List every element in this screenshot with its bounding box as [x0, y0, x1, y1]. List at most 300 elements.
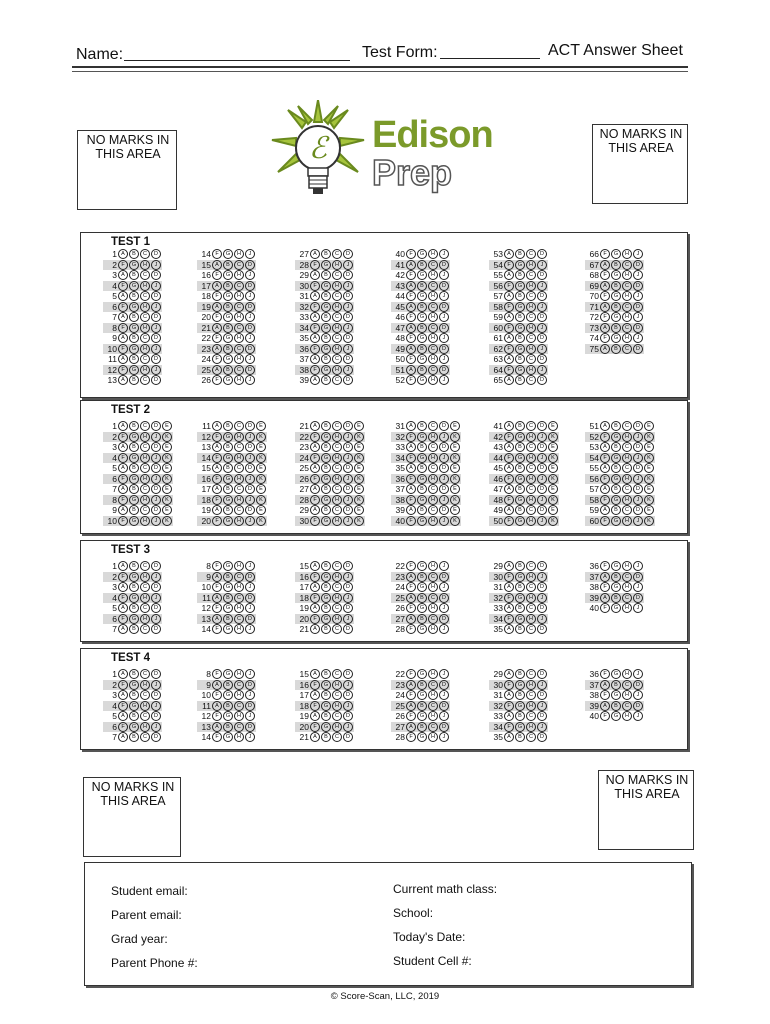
answer-bubble[interactable]: J [151, 701, 161, 711]
answer-bubble[interactable]: B [515, 375, 525, 385]
answer-bubble[interactable]: C [140, 505, 150, 515]
answer-bubble[interactable]: H [332, 572, 342, 582]
answer-bubble[interactable]: D [343, 270, 353, 280]
answer-bubble[interactable]: J [439, 333, 449, 343]
answer-bubble[interactable]: A [406, 593, 416, 603]
answer-bubble[interactable]: H [332, 344, 342, 354]
answer-bubble[interactable]: J [151, 614, 161, 624]
answer-bubble[interactable]: F [600, 312, 610, 322]
answer-bubble[interactable]: J [151, 495, 161, 505]
answer-bubble[interactable]: H [526, 593, 536, 603]
answer-bubble[interactable]: J [537, 572, 547, 582]
answer-bubble[interactable]: F [118, 365, 128, 375]
answer-bubble[interactable]: D [151, 333, 161, 343]
answer-bubble[interactable]: A [212, 463, 222, 473]
answer-bubble[interactable]: K [548, 432, 558, 442]
answer-bubble[interactable]: D [151, 421, 161, 431]
answer-bubble[interactable]: D [537, 669, 547, 679]
answer-bubble[interactable]: B [417, 344, 427, 354]
answer-bubble[interactable]: B [223, 505, 233, 515]
answer-bubble[interactable]: F [212, 291, 222, 301]
answer-bubble[interactable]: D [537, 561, 547, 571]
answer-bubble[interactable]: K [354, 432, 364, 442]
answer-bubble[interactable]: E [256, 421, 266, 431]
answer-bubble[interactable]: B [611, 572, 621, 582]
answer-bubble[interactable]: B [321, 270, 331, 280]
answer-bubble[interactable]: B [223, 572, 233, 582]
answer-bubble[interactable]: B [129, 442, 139, 452]
answer-bubble[interactable]: H [526, 495, 536, 505]
answer-bubble[interactable]: H [140, 281, 150, 291]
answer-bubble[interactable]: B [611, 323, 621, 333]
answer-bubble[interactable]: B [515, 291, 525, 301]
answer-bubble[interactable]: B [223, 365, 233, 375]
answer-bubble[interactable]: G [611, 561, 621, 571]
answer-bubble[interactable]: H [140, 516, 150, 526]
answer-bubble[interactable]: D [537, 732, 547, 742]
answer-bubble[interactable]: B [321, 375, 331, 385]
answer-bubble[interactable]: G [223, 249, 233, 259]
answer-bubble[interactable]: D [151, 624, 161, 634]
answer-bubble[interactable]: G [515, 572, 525, 582]
answer-bubble[interactable]: C [332, 421, 342, 431]
answer-bubble[interactable]: D [537, 711, 547, 721]
answer-bubble[interactable]: J [245, 249, 255, 259]
answer-bubble[interactable]: J [537, 344, 547, 354]
answer-bubble[interactable]: D [245, 365, 255, 375]
answer-bubble[interactable]: A [504, 690, 514, 700]
answer-bubble[interactable]: J [151, 453, 161, 463]
answer-bubble[interactable]: A [310, 711, 320, 721]
answer-bubble[interactable]: K [256, 474, 266, 484]
answer-bubble[interactable]: H [622, 711, 632, 721]
answer-bubble[interactable]: C [140, 603, 150, 613]
answer-bubble[interactable]: A [212, 442, 222, 452]
answer-bubble[interactable]: G [129, 260, 139, 270]
answer-bubble[interactable]: A [310, 270, 320, 280]
answer-bubble[interactable]: H [234, 669, 244, 679]
answer-bubble[interactable]: H [234, 690, 244, 700]
answer-bubble[interactable]: A [406, 344, 416, 354]
answer-bubble[interactable]: G [129, 722, 139, 732]
answer-bubble[interactable]: D [151, 375, 161, 385]
answer-bubble[interactable]: F [504, 432, 514, 442]
answer-bubble[interactable]: H [140, 474, 150, 484]
answer-bubble[interactable]: G [515, 680, 525, 690]
answer-bubble[interactable]: H [526, 701, 536, 711]
answer-bubble[interactable]: G [223, 354, 233, 364]
answer-bubble[interactable]: B [611, 302, 621, 312]
answer-bubble[interactable]: D [537, 270, 547, 280]
answer-bubble[interactable]: G [321, 495, 331, 505]
answer-bubble[interactable]: D [245, 572, 255, 582]
answer-bubble[interactable]: D [151, 463, 161, 473]
answer-bubble[interactable]: B [129, 249, 139, 259]
answer-bubble[interactable]: J [439, 582, 449, 592]
answer-bubble[interactable]: D [343, 624, 353, 634]
answer-bubble[interactable]: J [151, 365, 161, 375]
answer-bubble[interactable]: D [245, 484, 255, 494]
answer-bubble[interactable]: B [223, 281, 233, 291]
answer-bubble[interactable]: B [129, 354, 139, 364]
answer-bubble[interactable]: D [439, 722, 449, 732]
answer-bubble[interactable]: A [310, 442, 320, 452]
answer-bubble[interactable]: C [526, 442, 536, 452]
answer-bubble[interactable]: G [223, 333, 233, 343]
answer-bubble[interactable]: J [537, 432, 547, 442]
answer-bubble[interactable]: C [622, 680, 632, 690]
answer-bubble[interactable]: C [526, 249, 536, 259]
answer-bubble[interactable]: J [633, 561, 643, 571]
answer-bubble[interactable]: B [223, 722, 233, 732]
answer-bubble[interactable]: C [526, 603, 536, 613]
answer-bubble[interactable]: H [234, 732, 244, 742]
answer-bubble[interactable]: G [223, 270, 233, 280]
answer-bubble[interactable]: G [515, 516, 525, 526]
answer-bubble[interactable]: G [223, 312, 233, 322]
answer-bubble[interactable]: H [622, 432, 632, 442]
answer-bubble[interactable]: F [504, 323, 514, 333]
answer-bubble[interactable]: D [537, 484, 547, 494]
answer-bubble[interactable]: B [129, 291, 139, 301]
answer-bubble[interactable]: H [234, 270, 244, 280]
answer-bubble[interactable]: A [504, 484, 514, 494]
answer-bubble[interactable]: D [151, 582, 161, 592]
answer-bubble[interactable]: D [439, 442, 449, 452]
answer-bubble[interactable]: B [321, 291, 331, 301]
answer-bubble[interactable]: E [256, 442, 266, 452]
answer-bubble[interactable]: F [406, 354, 416, 364]
answer-bubble[interactable]: D [439, 701, 449, 711]
answer-bubble[interactable]: G [611, 291, 621, 301]
answer-bubble[interactable]: C [332, 505, 342, 515]
answer-bubble[interactable]: A [118, 463, 128, 473]
answer-bubble[interactable]: C [332, 312, 342, 322]
answer-bubble[interactable]: D [439, 344, 449, 354]
answer-bubble[interactable]: K [644, 453, 654, 463]
answer-bubble[interactable]: G [129, 593, 139, 603]
answer-bubble[interactable]: F [118, 680, 128, 690]
answer-bubble[interactable]: G [129, 516, 139, 526]
answer-bubble[interactable]: B [321, 582, 331, 592]
answer-bubble[interactable]: J [439, 453, 449, 463]
answer-bubble[interactable]: G [417, 249, 427, 259]
answer-bubble[interactable]: A [504, 333, 514, 343]
answer-bubble[interactable]: B [321, 624, 331, 634]
answer-bubble[interactable]: H [622, 669, 632, 679]
answer-bubble[interactable]: C [428, 680, 438, 690]
answer-bubble[interactable]: G [515, 722, 525, 732]
answer-bubble[interactable]: D [245, 701, 255, 711]
answer-bubble[interactable]: G [611, 603, 621, 613]
answer-bubble[interactable]: H [332, 281, 342, 291]
answer-bubble[interactable]: G [223, 495, 233, 505]
answer-bubble[interactable]: B [223, 593, 233, 603]
answer-bubble[interactable]: J [151, 260, 161, 270]
answer-bubble[interactable]: C [234, 680, 244, 690]
answer-bubble[interactable]: A [118, 603, 128, 613]
answer-bubble[interactable]: B [515, 603, 525, 613]
answer-bubble[interactable]: C [332, 442, 342, 452]
answer-bubble[interactable]: J [633, 516, 643, 526]
answer-bubble[interactable]: G [223, 711, 233, 721]
answer-bubble[interactable]: C [140, 732, 150, 742]
answer-bubble[interactable]: J [633, 291, 643, 301]
answer-bubble[interactable]: F [212, 312, 222, 322]
answer-bubble[interactable]: G [417, 561, 427, 571]
answer-bubble[interactable]: F [310, 432, 320, 442]
answer-bubble[interactable]: F [310, 474, 320, 484]
answer-bubble[interactable]: D [343, 291, 353, 301]
answer-bubble[interactable]: F [600, 495, 610, 505]
answer-bubble[interactable]: B [321, 690, 331, 700]
answer-bubble[interactable]: C [622, 463, 632, 473]
answer-bubble[interactable]: A [118, 669, 128, 679]
answer-bubble[interactable]: H [428, 732, 438, 742]
answer-bubble[interactable]: C [428, 323, 438, 333]
answer-bubble[interactable]: F [406, 669, 416, 679]
answer-bubble[interactable]: C [622, 344, 632, 354]
answer-bubble[interactable]: J [343, 365, 353, 375]
answer-bubble[interactable]: H [140, 432, 150, 442]
answer-bubble[interactable]: F [212, 516, 222, 526]
answer-bubble[interactable]: J [633, 312, 643, 322]
answer-bubble[interactable]: B [515, 669, 525, 679]
answer-bubble[interactable]: J [343, 323, 353, 333]
answer-bubble[interactable]: H [140, 260, 150, 270]
answer-bubble[interactable]: A [212, 680, 222, 690]
answer-bubble[interactable]: J [439, 291, 449, 301]
answer-bubble[interactable]: E [548, 442, 558, 452]
answer-bubble[interactable]: D [537, 442, 547, 452]
answer-bubble[interactable]: D [633, 572, 643, 582]
answer-bubble[interactable]: A [118, 312, 128, 322]
answer-bubble[interactable]: J [633, 474, 643, 484]
answer-bubble[interactable]: J [439, 669, 449, 679]
answer-bubble[interactable]: F [600, 333, 610, 343]
answer-bubble[interactable]: F [310, 614, 320, 624]
answer-bubble[interactable]: J [537, 260, 547, 270]
answer-bubble[interactable]: H [140, 323, 150, 333]
answer-bubble[interactable]: F [406, 603, 416, 613]
answer-bubble[interactable]: F [504, 614, 514, 624]
answer-bubble[interactable]: A [118, 442, 128, 452]
answer-bubble[interactable]: A [118, 291, 128, 301]
answer-bubble[interactable]: H [428, 354, 438, 364]
answer-bubble[interactable]: C [332, 603, 342, 613]
answer-bubble[interactable]: F [118, 432, 128, 442]
answer-bubble[interactable]: A [212, 323, 222, 333]
answer-bubble[interactable]: H [140, 453, 150, 463]
answer-bubble[interactable]: H [234, 354, 244, 364]
answer-bubble[interactable]: F [310, 516, 320, 526]
answer-bubble[interactable]: H [140, 593, 150, 603]
answer-bubble[interactable]: K [354, 474, 364, 484]
answer-bubble[interactable]: H [332, 516, 342, 526]
answer-bubble[interactable]: A [310, 421, 320, 431]
answer-bubble[interactable]: A [212, 344, 222, 354]
answer-bubble[interactable]: J [537, 323, 547, 333]
answer-bubble[interactable]: G [223, 516, 233, 526]
answer-bubble[interactable]: C [332, 463, 342, 473]
answer-bubble[interactable]: C [332, 561, 342, 571]
answer-bubble[interactable]: H [526, 260, 536, 270]
answer-bubble[interactable]: H [428, 474, 438, 484]
answer-bubble[interactable]: D [343, 690, 353, 700]
answer-bubble[interactable]: F [212, 354, 222, 364]
answer-bubble[interactable]: H [234, 624, 244, 634]
answer-bubble[interactable]: C [234, 505, 244, 515]
answer-bubble[interactable]: C [234, 302, 244, 312]
answer-bubble[interactable]: C [234, 442, 244, 452]
answer-bubble[interactable]: J [343, 344, 353, 354]
answer-bubble[interactable]: H [526, 572, 536, 582]
answer-bubble[interactable]: B [321, 669, 331, 679]
answer-bubble[interactable]: B [611, 442, 621, 452]
answer-bubble[interactable]: F [600, 561, 610, 571]
answer-bubble[interactable]: A [118, 421, 128, 431]
answer-bubble[interactable]: H [140, 614, 150, 624]
answer-bubble[interactable]: A [310, 561, 320, 571]
answer-bubble[interactable]: H [622, 333, 632, 343]
answer-bubble[interactable]: A [600, 463, 610, 473]
answer-bubble[interactable]: F [118, 495, 128, 505]
answer-bubble[interactable]: A [600, 344, 610, 354]
answer-bubble[interactable]: F [118, 614, 128, 624]
answer-bubble[interactable]: A [600, 323, 610, 333]
answer-bubble[interactable]: H [140, 344, 150, 354]
answer-bubble[interactable]: F [212, 495, 222, 505]
answer-bubble[interactable]: J [151, 281, 161, 291]
answer-bubble[interactable]: J [633, 495, 643, 505]
answer-bubble[interactable]: D [537, 690, 547, 700]
answer-bubble[interactable]: E [450, 442, 460, 452]
answer-bubble[interactable]: J [537, 701, 547, 711]
answer-bubble[interactable]: G [611, 249, 621, 259]
answer-bubble[interactable]: G [417, 711, 427, 721]
answer-bubble[interactable]: A [310, 463, 320, 473]
answer-bubble[interactable]: E [548, 484, 558, 494]
answer-bubble[interactable]: D [537, 249, 547, 259]
answer-bubble[interactable]: D [343, 505, 353, 515]
answer-bubble[interactable]: F [504, 365, 514, 375]
answer-bubble[interactable]: A [310, 312, 320, 322]
answer-bubble[interactable]: H [526, 323, 536, 333]
answer-bubble[interactable]: C [140, 624, 150, 634]
answer-bubble[interactable]: F [310, 323, 320, 333]
answer-bubble[interactable]: B [515, 624, 525, 634]
answer-bubble[interactable]: C [428, 442, 438, 452]
answer-bubble[interactable]: B [611, 421, 621, 431]
answer-bubble[interactable]: A [406, 680, 416, 690]
answer-bubble[interactable]: C [140, 669, 150, 679]
answer-bubble[interactable]: A [600, 572, 610, 582]
answer-bubble[interactable]: B [417, 281, 427, 291]
answer-bubble[interactable]: J [633, 333, 643, 343]
answer-bubble[interactable]: J [343, 516, 353, 526]
answer-bubble[interactable]: J [245, 732, 255, 742]
answer-bubble[interactable]: B [129, 690, 139, 700]
answer-bubble[interactable]: H [234, 375, 244, 385]
answer-bubble[interactable]: J [633, 582, 643, 592]
answer-bubble[interactable]: C [428, 344, 438, 354]
answer-bubble[interactable]: B [515, 249, 525, 259]
answer-bubble[interactable]: F [406, 333, 416, 343]
answer-bubble[interactable]: F [406, 453, 416, 463]
answer-bubble[interactable]: K [162, 453, 172, 463]
answer-bubble[interactable]: D [245, 722, 255, 732]
answer-bubble[interactable]: C [140, 484, 150, 494]
answer-bubble[interactable]: E [450, 463, 460, 473]
answer-bubble[interactable]: G [321, 365, 331, 375]
answer-bubble[interactable]: B [515, 312, 525, 322]
answer-bubble[interactable]: D [633, 344, 643, 354]
answer-bubble[interactable]: F [310, 593, 320, 603]
answer-bubble[interactable]: G [321, 680, 331, 690]
answer-bubble[interactable]: D [245, 505, 255, 515]
answer-bubble[interactable]: G [129, 432, 139, 442]
answer-bubble[interactable]: C [140, 375, 150, 385]
answer-bubble[interactable]: A [600, 484, 610, 494]
answer-bubble[interactable]: G [223, 732, 233, 742]
answer-bubble[interactable]: E [256, 505, 266, 515]
answer-bubble[interactable]: B [223, 701, 233, 711]
answer-bubble[interactable]: H [622, 270, 632, 280]
answer-bubble[interactable]: K [256, 432, 266, 442]
answer-bubble[interactable]: H [140, 701, 150, 711]
answer-bubble[interactable]: E [162, 484, 172, 494]
answer-bubble[interactable]: C [622, 701, 632, 711]
answer-bubble[interactable]: C [332, 624, 342, 634]
answer-bubble[interactable]: E [162, 505, 172, 515]
answer-bubble[interactable]: J [245, 375, 255, 385]
answer-bubble[interactable]: H [428, 516, 438, 526]
answer-bubble[interactable]: G [611, 333, 621, 343]
answer-bubble[interactable]: F [118, 302, 128, 312]
answer-bubble[interactable]: F [600, 249, 610, 259]
answer-bubble[interactable]: D [343, 484, 353, 494]
answer-bubble[interactable]: G [223, 624, 233, 634]
answer-bubble[interactable]: B [321, 603, 331, 613]
answer-bubble[interactable]: C [234, 572, 244, 582]
answer-bubble[interactable]: F [504, 495, 514, 505]
answer-bubble[interactable]: H [234, 453, 244, 463]
answer-bubble[interactable]: F [406, 249, 416, 259]
answer-bubble[interactable]: F [310, 344, 320, 354]
answer-bubble[interactable]: B [129, 484, 139, 494]
answer-bubble[interactable]: E [256, 484, 266, 494]
answer-bubble[interactable]: G [417, 495, 427, 505]
answer-bubble[interactable]: A [212, 421, 222, 431]
answer-bubble[interactable]: F [406, 495, 416, 505]
answer-bubble[interactable]: D [633, 680, 643, 690]
answer-bubble[interactable]: D [439, 365, 449, 375]
answer-bubble[interactable]: K [256, 453, 266, 463]
answer-bubble[interactable]: H [428, 432, 438, 442]
answer-bubble[interactable]: G [321, 344, 331, 354]
answer-bubble[interactable]: F [406, 432, 416, 442]
answer-bubble[interactable]: C [140, 561, 150, 571]
answer-bubble[interactable]: C [234, 323, 244, 333]
answer-bubble[interactable]: G [223, 375, 233, 385]
answer-bubble[interactable]: J [633, 432, 643, 442]
answer-bubble[interactable]: G [129, 680, 139, 690]
answer-bubble[interactable]: A [406, 260, 416, 270]
answer-bubble[interactable]: H [622, 603, 632, 613]
answer-bubble[interactable]: J [151, 302, 161, 312]
answer-bubble[interactable]: C [526, 375, 536, 385]
answer-bubble[interactable]: A [504, 711, 514, 721]
